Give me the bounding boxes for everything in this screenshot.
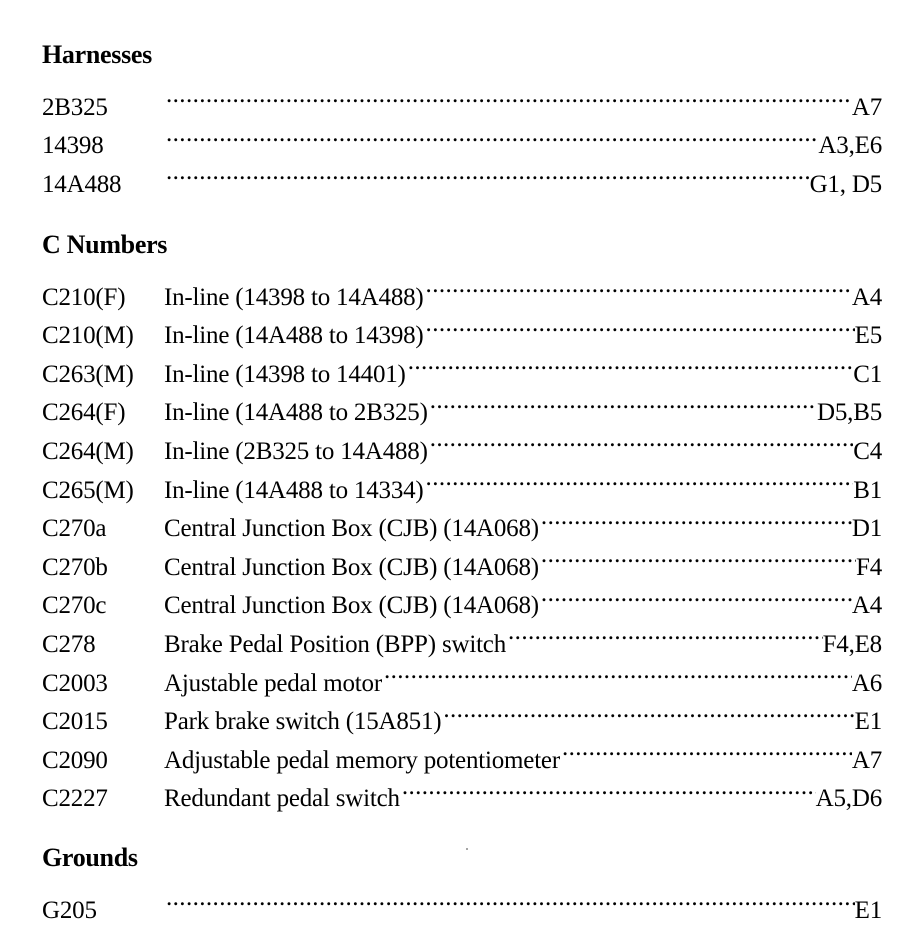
section-title: Grounds [42,843,138,872]
row-description: Park brake switch (15A851) [164,708,442,736]
section-title: C Numbers [42,230,168,259]
dot-leader [402,768,816,807]
row-code: C2015 [42,708,108,736]
row-grid-reference: A4 [851,592,882,620]
row-description: Adjustable pedal memory potentiometer [164,746,560,774]
row-code: C2090 [42,746,108,774]
section-title: Harnesses [42,40,152,69]
dot-leader [541,575,852,614]
row-grid-reference: A7 [851,746,882,774]
row-code: 2B325 [42,93,108,121]
dot-leader [426,266,852,305]
dot-leader [166,115,818,154]
row-description: In-line (2B325 to 14A488) [164,437,428,465]
row-grid-reference: A6 [851,669,882,697]
row-grid-reference: B1 [853,476,882,504]
row-grid-reference: C1 [853,360,882,388]
row-code: C2003 [42,669,108,697]
dot-leader [541,498,852,537]
row-code: C2227 [42,785,108,813]
index-row [42,879,882,924]
row-code: C264(M) [42,437,134,465]
row-grid-reference: F4 [855,553,882,581]
c-numbers-section [42,230,882,813]
row-description: In-line (14398 to 14401) [164,360,406,388]
grounds-section [42,843,882,924]
row-description: Brake Pedal Position (BPP) switch [164,630,507,658]
dot-leader [426,459,854,498]
row-code: C265(M) [42,476,134,504]
row-description: Central Junction Box (CJB) (14A068) [164,553,539,581]
row-grid-reference: G1, D5 [809,170,882,198]
index-row [42,266,882,311]
row-grid-reference: E1 [854,708,882,736]
harnesses-section [42,40,882,198]
row-code: G205 [42,896,97,924]
row-code: C210(M) [42,322,134,350]
dot-leader [430,382,817,421]
dot-leader [426,305,855,344]
dot-leader [166,879,855,918]
row-grid-reference: A5,D6 [815,785,882,813]
row-grid-reference: A4 [851,283,882,311]
dot-leader [166,76,852,115]
row-code: C270b [42,553,108,581]
row-code: C278 [42,630,96,658]
row-description: In-line (14398 to 14A488) [164,283,424,311]
row-code: C270c [42,592,107,620]
dot-leader [430,420,854,459]
dot-leader [541,536,856,575]
row-description: Central Junction Box (CJB) (14A068) [164,592,539,620]
row-code: 14A488 [42,170,122,198]
row-grid-reference: C4 [853,437,882,465]
dot-leader [562,729,852,768]
scan-speck [466,848,468,850]
index-row [42,153,882,198]
row-description: In-line (14A488 to 2B325) [164,399,428,427]
dot-leader [408,343,854,382]
index-row [42,115,882,160]
row-grid-reference: F4,E8 [822,630,882,658]
row-code: C263(M) [42,360,134,388]
row-description: Ajustable pedal motor [164,669,382,697]
row-description: Central Junction Box (CJB) (14A068) [164,515,539,543]
row-code: C264(F) [42,399,126,427]
row-grid-reference: A3,E6 [818,132,882,160]
dot-leader [508,613,823,652]
row-description: In-line (14A488 to 14398) [164,322,424,350]
row-grid-reference: E1 [854,896,882,924]
row-grid-reference: A7 [851,93,882,121]
row-grid-reference: E5 [854,322,882,350]
row-code: C270a [42,515,107,543]
dot-leader [166,153,810,192]
row-code: C210(F) [42,283,126,311]
index-row [42,76,882,121]
dot-leader [384,652,852,691]
row-grid-reference: D1 [851,515,882,543]
row-description: In-line (14A488 to 14334) [164,476,424,504]
row-code: 14398 [42,132,104,160]
row-grid-reference: D5,B5 [817,399,882,427]
dot-leader [443,691,854,730]
row-description: Redundant pedal switch [164,785,400,813]
